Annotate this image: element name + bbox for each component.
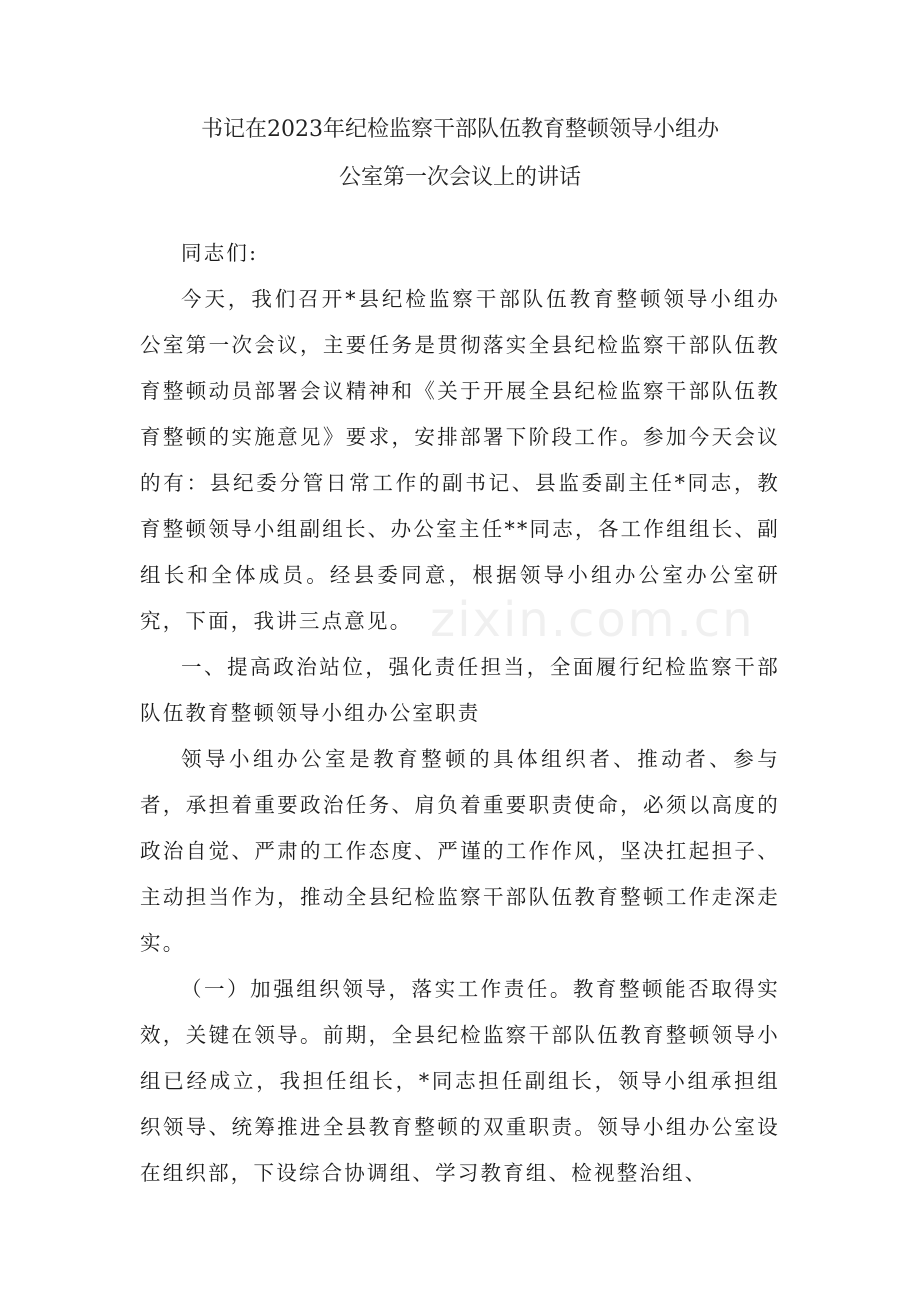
- watermark: zixin.com.cn: [430, 592, 755, 648]
- document-body: [140, 230, 780, 1196]
- paragraph-subsection-1: （一）加强组织领导，落实工作责任。教育整顿能否取得实效，关键在领导。前期，全县纪检监察干部队伍教育整顿领导小组已经成立，我担任组长，*同志担任副组长，领导小组承担组织领导、统筹推进全县教育整顿的双重职责。领导小组办公室设在组织部，下设综合协调组、学习教育组、检视整治组、: [140, 977, 780, 1185]
- section-heading-1: 一、提高政治站位，强化责任担当，全面履行纪检监察干部队伍教育整顿领导小组办公室职责: [140, 655, 780, 725]
- document-title-line-2: 公室第一次会议上的讲话: [338, 165, 581, 190]
- document-title-line-1: 书记在2023年纪检监察干部队伍教育整顿领导小组办: [201, 117, 719, 142]
- paragraph-office-role: 领导小组办公室是教育整顿的具体组织者、推动者、参与者，承担着重要政治任务、肩负着重要职责使命，必须以高度的政治自觉、严肃的工作态度、严谨的工作作风，坚决扛起担子、主动担当作为，推动全县纪检监察干部队伍教育整顿工作走深走实。: [140, 747, 780, 955]
- paragraph-intro: 今天，我们召开*县纪检监察干部队伍教育整顿领导小组办公室第一次会议，主要任务是贯彻落实全县纪检监察干部队伍教育整顿动员部署会议精神和《关于开展全县纪检监察干部队伍教育整顿的实施意见》要求，安排部署下阶段工作。参加今天会议的有：县纪委分管日常工作的副书记、县监委副主任*同志，教育整顿领导小组副组长、办公室主任**同志，各工作组组长、副组长和全体成员。经县委同意，根据领导小组办公室办公室研究，下面，我讲三点意见。: [140, 287, 780, 633]
- salutation: 同志们:: [181, 241, 259, 265]
